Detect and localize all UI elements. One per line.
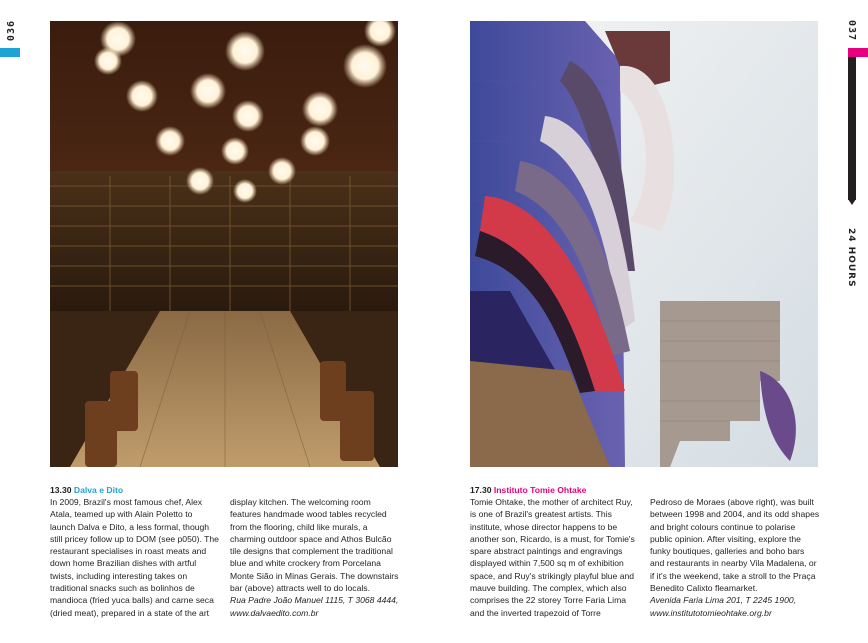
right-address: Avenida Faria Lima 201, T 2245 1900, www.institutotomieohtake.org.br bbox=[650, 595, 797, 618]
left-caption bbox=[50, 484, 398, 496]
right-caption-time: 17.30 bbox=[470, 485, 492, 495]
right-caption-title: Instituto Tomie Ohtake bbox=[493, 485, 587, 495]
right-body-text-2: Pedroso de Moraes (above right), was built between 1998 and 2004, and its odd shapes and bright colours continue to polarise public opinion. After visiting, explore the funky boutiques, galleries and boho bars and restaurants in nearby Vila Madalena, or if it's the weekend, take a stroll to the Praça Benedito Calixto fleamarket. bbox=[650, 497, 820, 594]
left-page-number: 036 bbox=[6, 20, 17, 42]
right-section-bar bbox=[848, 57, 856, 200]
right-section-bar-tip bbox=[848, 199, 856, 205]
left-body-text-1: In 2009, Brazil's most famous chef, Alex Atala, teamed up with Alain Poletto to launch Dalva e Dito, a less formal, though still pricey follow up to DOM (see p050). The restaurant specialises in roast meats and down home Brazilian dishes with artful twists, including interesting takes on traditional snacks such as bolinhos de mandioca (fried yuca balls) and carne seca (dried meat), prepared in a state of the art bbox=[50, 497, 219, 618]
left-caption-title: Dalva e Dito bbox=[73, 485, 124, 495]
left-section-tab bbox=[0, 48, 20, 57]
institute-photo-image bbox=[470, 21, 818, 467]
left-column-1 bbox=[50, 496, 220, 619]
left-address: Rua Padre João Manuel 1115, T 3068 4444, www.dalvaedito.com.br bbox=[230, 595, 399, 618]
left-column-2 bbox=[230, 496, 400, 619]
right-caption bbox=[470, 484, 818, 496]
right-body-text-1: Tomie Ohtake, the mother of architect Ruy, is one of Brazil's greatest artists. This institute, whose director happens to be another son, Ricardo, is a must, for Tomie's spare abstract paintings and engravings displayed within 7,500 sq m of exhibition space, and Ruy's strikingly playful blue and mauve building. The complex, which also comprises the 22 storey Torre Faria Lima and the inverted trapezoid of Torre bbox=[470, 497, 635, 618]
right-section-tab bbox=[848, 48, 868, 57]
left-caption-time: 13.30 bbox=[50, 485, 72, 495]
institute-photo bbox=[470, 21, 818, 467]
right-column-1 bbox=[470, 496, 640, 619]
right-column-2 bbox=[650, 496, 820, 619]
restaurant-photo bbox=[50, 21, 398, 467]
left-body-text-2: display kitchen. The welcoming room features handmade wood tables recycled from the flooring, child like murals, a charming outdoor space and Athos Bulcão tile designs that complement the traditional blue and white crockery from Porcelana Monte Sião in Minas Gerais. The downstairs bar (above) attracts well to do locals. bbox=[230, 497, 399, 594]
restaurant-photo-image bbox=[50, 21, 398, 467]
right-page-number: 037 bbox=[846, 20, 857, 42]
side-label: 24 HOURS bbox=[846, 228, 856, 288]
